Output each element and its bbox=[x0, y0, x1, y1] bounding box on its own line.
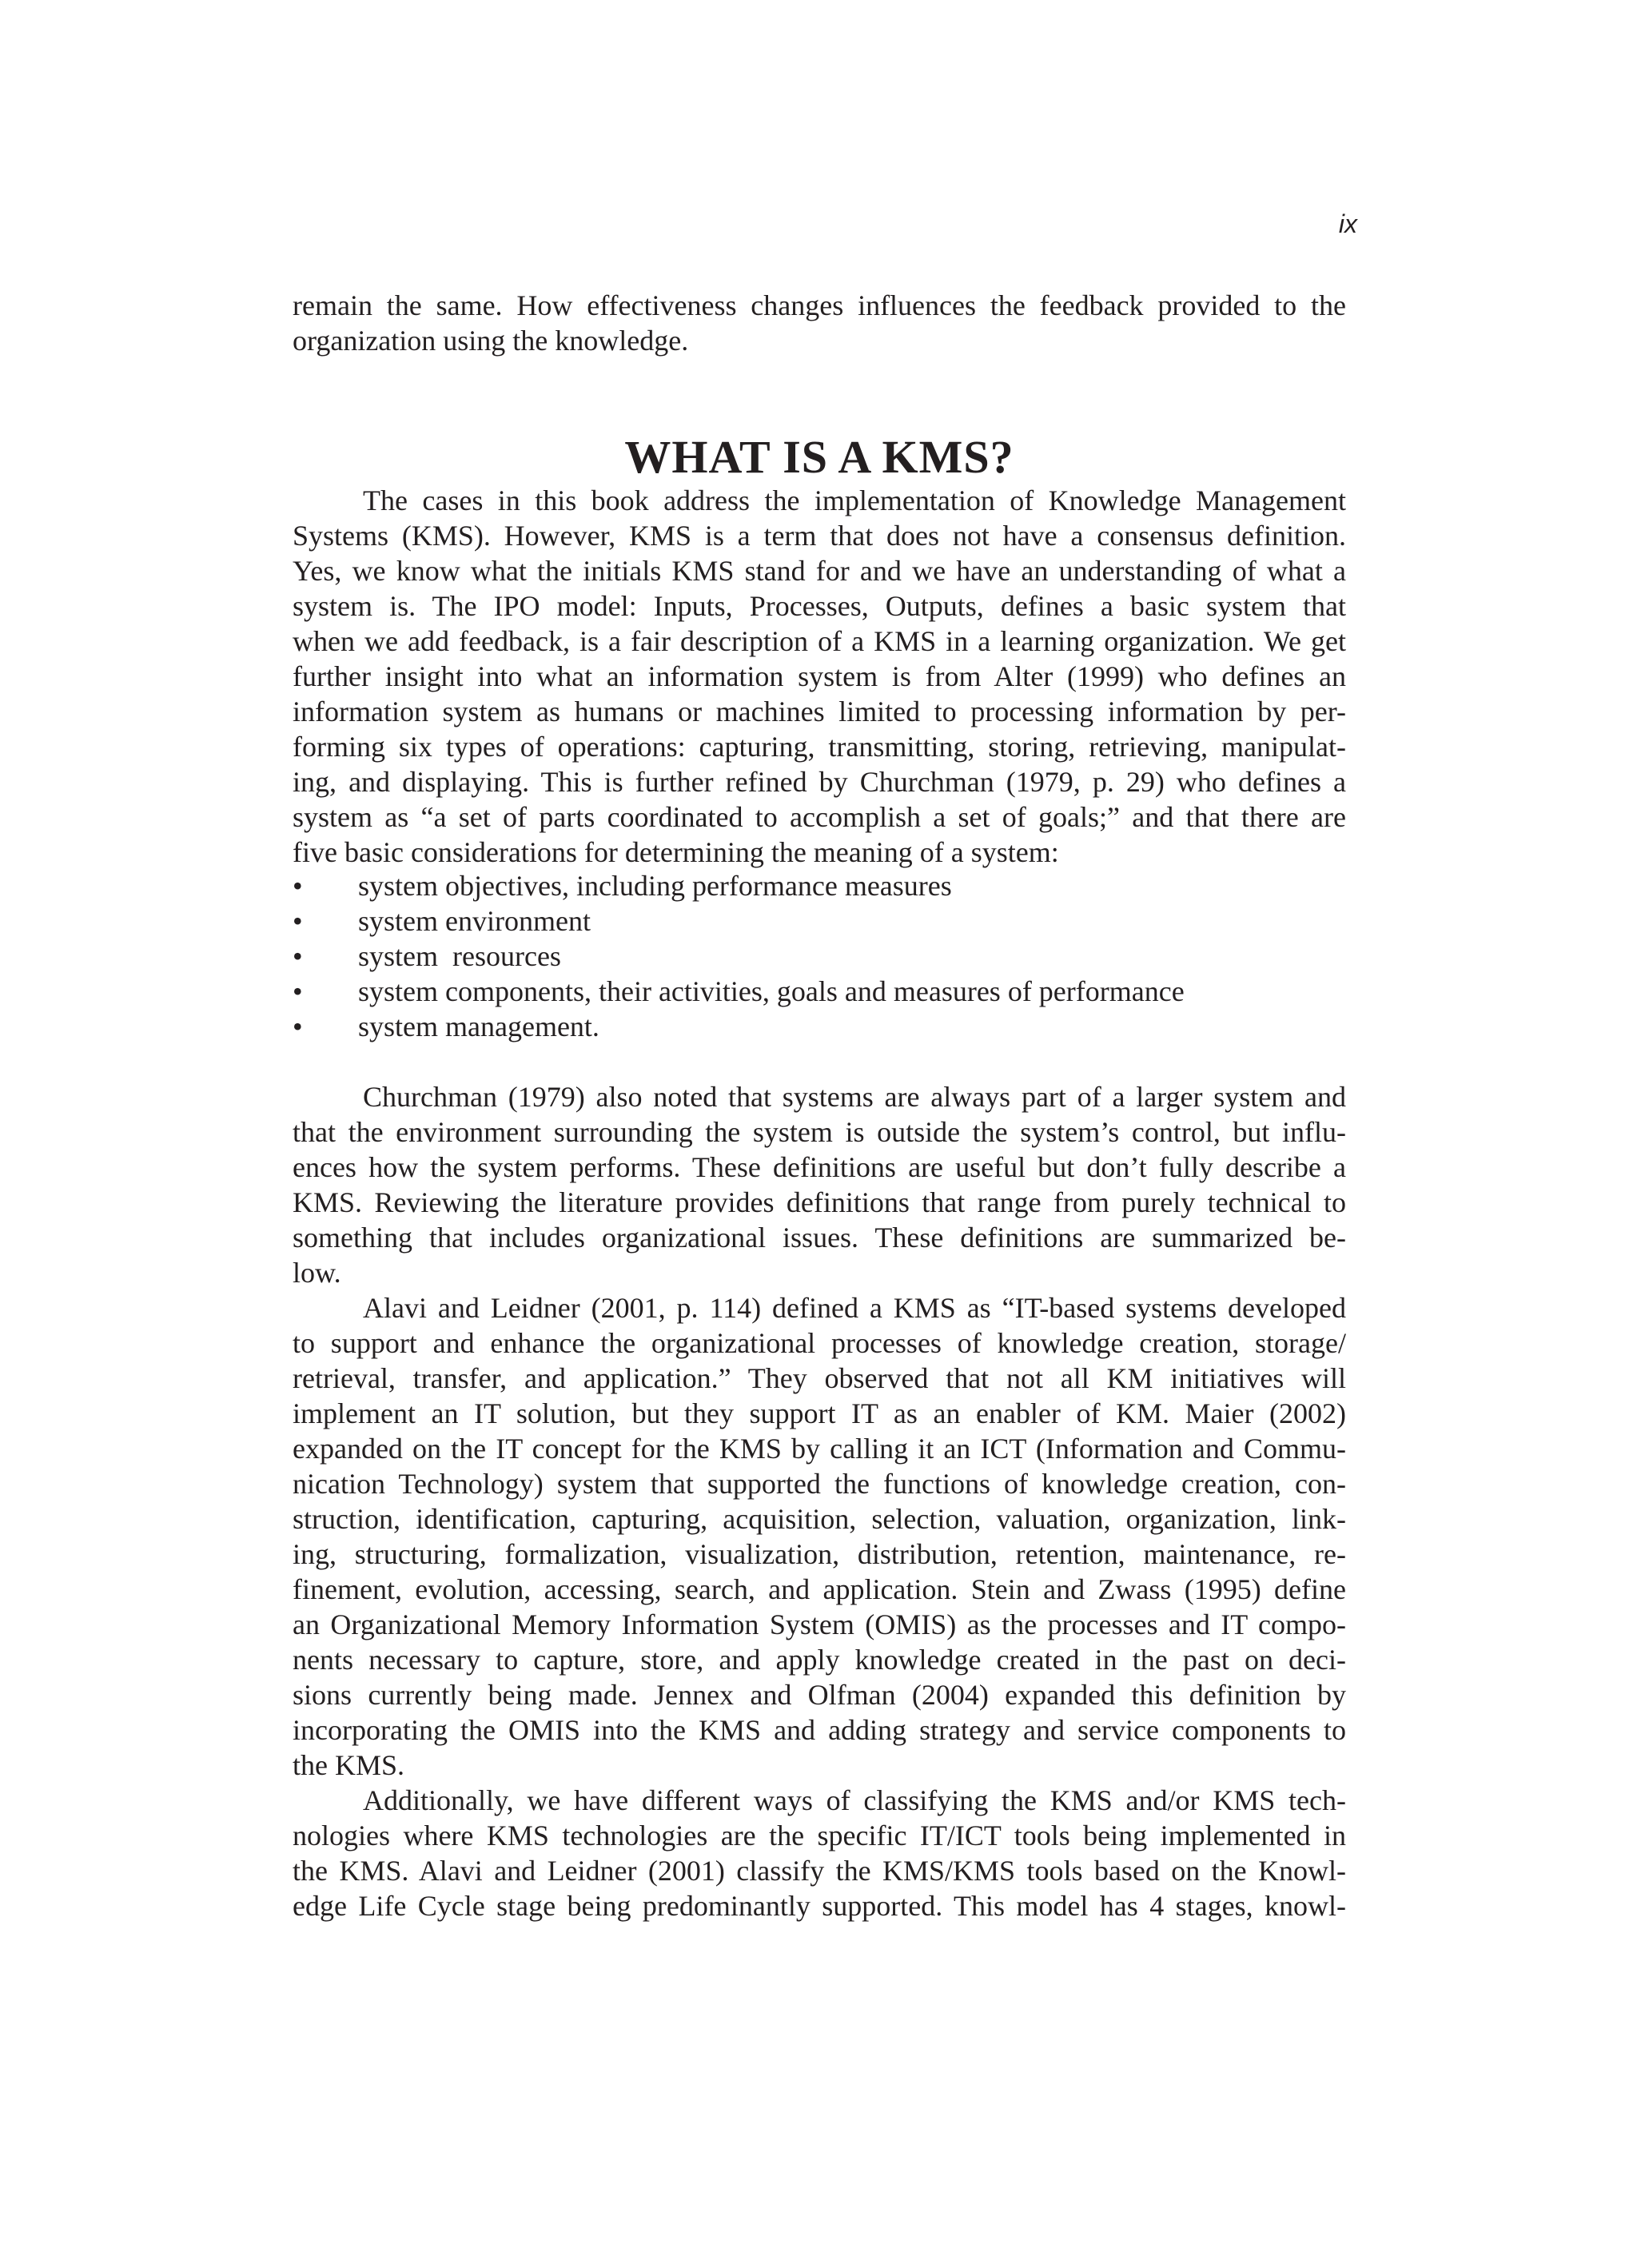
text-line: nologies where KMS technologies are the specific IT/ICT tools being implemented in bbox=[293, 1820, 1346, 1851]
text-line: The cases in this book address the implementation of Knowledge Management bbox=[363, 484, 1346, 516]
text-line: low. bbox=[293, 1257, 341, 1289]
list-item bbox=[293, 939, 1346, 974]
text-line: five basic considerations for determining the meaning of a system: bbox=[293, 836, 1059, 868]
text-line: nication Technology) system that supported the functions of knowledge creation, con- bbox=[293, 1468, 1346, 1500]
bullet-marker: • bbox=[293, 870, 303, 902]
text-line: ences how the system performs. These definitions are useful but don’t fully describe a bbox=[293, 1151, 1346, 1183]
text-line: to support and enhance the organizational processes of knowledge creation, storage/ bbox=[293, 1327, 1346, 1359]
text-line: expanded on the IT concept for the KMS by calling it an ICT (Information and Commu- bbox=[293, 1433, 1346, 1465]
text-line: Yes, we know what the initials KMS stand for and we have an understanding of what a bbox=[293, 555, 1346, 587]
text-line: the KMS. Alavi and Leidner (2001) classify the KMS/KMS tools based on the Knowl- bbox=[293, 1855, 1346, 1887]
list-item bbox=[293, 903, 1346, 939]
text-line: nents necessary to capture, store, and apply knowledge created in the past on deci- bbox=[293, 1644, 1346, 1676]
text-line: edge Life Cycle stage being predominantly supported. This model has 4 stages, knowl- bbox=[293, 1890, 1346, 1922]
bullet-marker: • bbox=[293, 1010, 303, 1042]
text-line: the KMS. bbox=[293, 1749, 405, 1781]
paragraph-2 bbox=[293, 1079, 1346, 1290]
bullet-marker: • bbox=[293, 975, 303, 1007]
text-line: Churchman (1979) also noted that systems are always part of a larger system and bbox=[363, 1081, 1346, 1113]
text-line: struction, identification, capturing, acquisition, selection, valuation, organization, link- bbox=[293, 1503, 1346, 1535]
text-line: Alavi and Leidner (2001, p. 114) defined a KMS as “IT-based systems developed bbox=[363, 1292, 1346, 1324]
intro-paragraph bbox=[293, 288, 1346, 358]
text-line: further insight into what an information system is from Alter (1999) who defines an bbox=[293, 660, 1346, 692]
list-item bbox=[293, 868, 1346, 903]
text-line: finement, evolution, accessing, search, and application. Stein and Zwass (1995) define bbox=[293, 1573, 1346, 1605]
list-item-text: system environment bbox=[358, 905, 591, 937]
list-item-text: system objectives, including performance measures bbox=[358, 870, 952, 902]
text-line: an Organizational Memory Information System (OMIS) as the processes and IT compo- bbox=[293, 1608, 1346, 1640]
text-line: when we add feedback, is a fair description of a KMS in a learning organization. We get bbox=[293, 625, 1346, 657]
text-line: incorporating the OMIS into the KMS and adding strategy and service components to bbox=[293, 1714, 1346, 1746]
bullet-marker: • bbox=[293, 905, 303, 937]
text-line: retrieval, transfer, and application.” They observed that not all KM initiatives will bbox=[293, 1362, 1346, 1394]
text-line: information system as humans or machines limited to processing information by per- bbox=[293, 696, 1346, 727]
bullet-marker: • bbox=[293, 940, 303, 972]
text-line: system is. The IPO model: Inputs, Processes, Outputs, defines a basic system that bbox=[293, 590, 1346, 622]
text-line: ing, and displaying. This is further refined by Churchman (1979, p. 29) who defines a bbox=[293, 766, 1346, 798]
text-line: Additionally, we have different ways of classifying the KMS and/or KMS tech- bbox=[363, 1784, 1346, 1816]
list-item bbox=[293, 974, 1346, 1009]
text-line: system as “a set of parts coordinated to accomplish a set of goals;” and that there are bbox=[293, 801, 1346, 833]
text-line: that the environment surrounding the system is outside the system’s control, but influ- bbox=[293, 1116, 1346, 1148]
bullet-list bbox=[293, 868, 1346, 1044]
paragraph-4 bbox=[293, 1783, 1346, 1923]
list-item-text: system resources bbox=[358, 940, 561, 972]
text-line: remain the same. How effectiveness changes influences the feedback provided to the bbox=[293, 289, 1346, 321]
paragraph-3 bbox=[293, 1290, 1346, 1783]
list-item-text: system components, their activities, goals and measures of performance bbox=[358, 975, 1185, 1007]
text-line: ing, structuring, formalization, visualization, distribution, retention, maintenance, re- bbox=[293, 1538, 1346, 1570]
text-line: KMS. Reviewing the literature provides definitions that range from purely technical to bbox=[293, 1186, 1346, 1218]
section-title: WHAT IS A KMS? bbox=[624, 431, 1014, 483]
text-line: implement an IT solution, but they support IT as an enabler of KM. Maier (2002) bbox=[293, 1397, 1346, 1429]
text-line: Systems (KMS). However, KMS is a term that does not have a consensus definition. bbox=[293, 520, 1346, 552]
text-line: forming six types of operations: capturing, transmitting, storing, retrieving, manipulat- bbox=[293, 731, 1346, 763]
text-line: sions currently being made. Jennex and Olfman (2004) expanded this definition by bbox=[293, 1679, 1346, 1711]
paragraph-1 bbox=[293, 483, 1346, 870]
page-number: ix bbox=[1338, 209, 1357, 238]
list-item bbox=[293, 1009, 1346, 1044]
text-line: organization using the knowledge. bbox=[293, 325, 689, 357]
list-item-text: system management. bbox=[358, 1010, 599, 1042]
text-line: something that includes organizational issues. These definitions are summarized be- bbox=[293, 1222, 1346, 1254]
